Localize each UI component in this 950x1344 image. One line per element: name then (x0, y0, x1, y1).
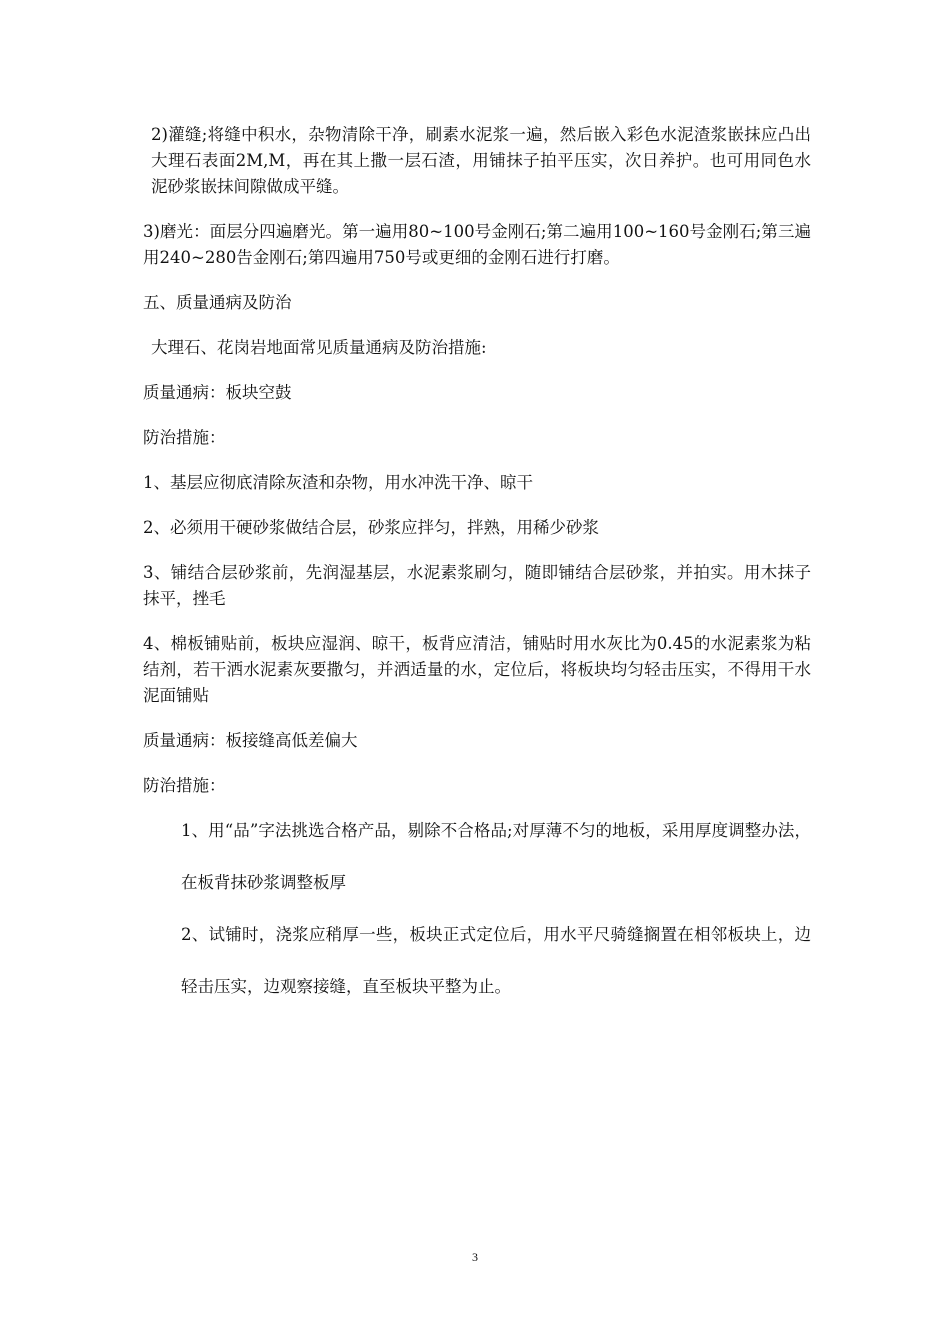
measures-label-2: 防治措施： (143, 776, 226, 795)
measure-2-1: 1、用“品”字法挑选合格产品，剔除不合格品;对厚薄不匀的地板，采用厚度调整办法，在板背抹砂浆调整板厚 (181, 821, 811, 892)
defect-title-hollow: 质量通病：板块空鼓 (143, 383, 292, 402)
section-heading-quality-defects: 五、质量通病及防治 (143, 293, 292, 312)
measure-1-3: 3、铺结合层砂浆前，先润湿基层，水泥素浆刷匀，随即铺结合层砂浆，并拍实。用木抹子抹平，挫毛 (143, 563, 811, 608)
defect-title-joint-height: 质量通病：板接缝高低差偏大 (143, 731, 358, 750)
measure-1-1: 1、基层应彻底清除灰渣和杂物，用水冲洗干净、晾干 (143, 473, 533, 492)
measure-1-2: 2、必须用干硬砂浆做结合层，砂浆应拌匀，拌熟，用稀少砂浆 (143, 518, 599, 537)
paragraph-polishing: 3)磨光：面层分四遍磨光。第一遍用80~100号金刚石;第二遍用100~160号金刚石;第三遍用240~280告金刚石;第四遍用750号或更细的金刚石进行打磨。 (143, 222, 811, 267)
measures-label-1: 防治措施： (143, 428, 226, 447)
paragraph-grouting: 2)灌缝;将缝中积水，杂物清除干净，刷素水泥浆一遍，然后嵌入彩色水泥渣浆嵌抹应凸出大理石表面2M,M，再在其上撒一层石渣，用铺抹子拍平压实，次日养护。也可用同色水泥砂浆嵌抹间隙做成平缝。 (151, 125, 811, 196)
measure-2-2: 2、试铺时，浇浆应稍厚一些，板块正式定位后，用水平尺骑缝搁置在相邻板块上，边轻击压实，边观察接缝，直至板块平整为止。 (181, 925, 811, 996)
measure-1-4: 4、棉板铺贴前，板块应湿润、晾干，板背应清洁，铺贴时用水灰比为0.45的水泥素浆为粘结剂，若干洒水泥素灰要撒匀，并洒适量的水，定位后，将板块均匀轻击压实，不得用干水泥面铺贴 (143, 634, 811, 705)
page-number: 3 (472, 1250, 478, 1264)
document-body (143, 122, 811, 1013)
paragraph-intro-defects: 大理石、花岗岩地面常见质量通病及防治措施: (151, 338, 487, 357)
